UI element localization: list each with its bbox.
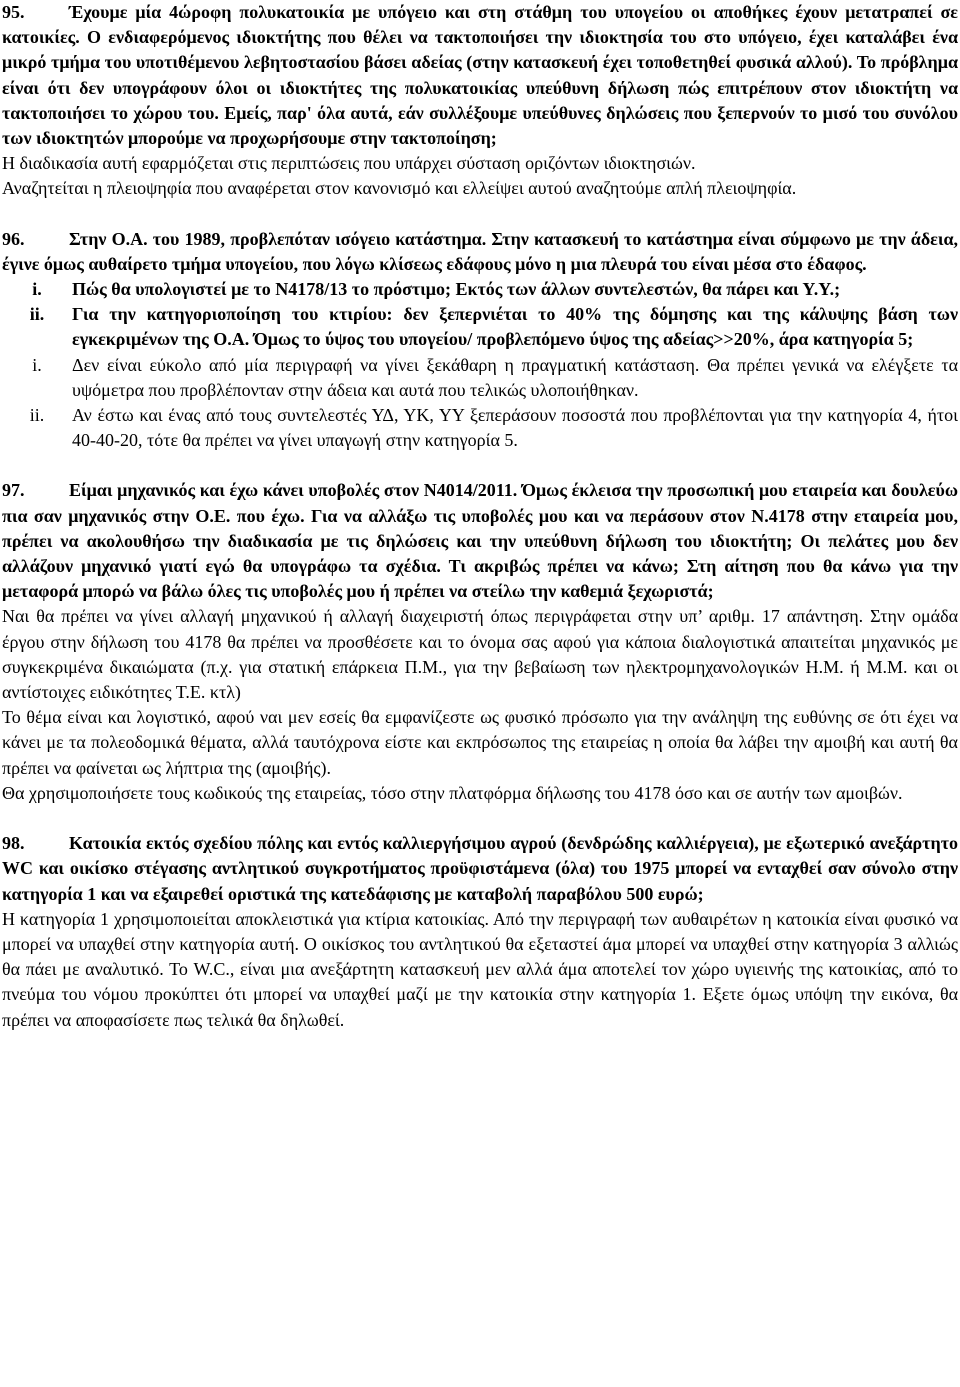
- question-98: [2, 831, 958, 907]
- question-number: 96.: [2, 228, 25, 249]
- spacer: [2, 806, 958, 831]
- question-number: 97.: [2, 480, 25, 501]
- question-97: [2, 478, 958, 604]
- answer-text: Δεν είναι εύκολο από μία περιγραφή να γίνει ξεκάθαρη η πραγματική κατάσταση. Θα πρέπει γενικά να ελέγξετε τα υψόμετρα που προβλέπονταν στην άδεια και αυτά που τελικώς υλοποιήθηκαν.: [72, 354, 958, 400]
- question-number: 98.: [2, 833, 25, 854]
- answer-i: [2, 353, 958, 403]
- answer-98-paragraph-1: Η κατηγορία 1 χρησιμοποιείται αποκλειστικά για κτίρια κατοικίας. Από την περιγραφή των αυθαιρέτων η κατοικία είναι φυσικό να μπορεί να υπαχθεί στην κατηγορία αυτή. Ο οικίσκος του αντλητικού θα εξεταστεί άμα μπορεί να υπαχθεί στην κατηγορία 3 αλλιώς θα πάει με αναλυτικό. Το W.C., είναι μια ανεξάρτητη κατασκευή μεν αλλά άμα αποτελεί τον χώρο υγιεινής της κατοικίας, από το πνεύμα του νόμου προκύπτει ότι μπορεί να υπαχθεί μαζί με την κατοικία στην κατηγορία 1. Εξετε όμως υπόψη την εικόνα, θα πρέπει να αποφασίσετε πως τελικά θα δηλωθεί.: [2, 908, 958, 1030]
- question-96: [2, 227, 958, 277]
- question-95: [2, 0, 958, 151]
- list-marker: ii.: [29, 405, 45, 426]
- answer-97-paragraph-2: Το θέμα είναι και λογιστικό, αφού ναι μεν εσείς θα εμφανίζεστε ως φυσικό πρόσωπο για την ανάληψη της ευθύνης σε ότι έχει να κάνει με τα πολεοδομικά θέματα, αλλά ταυτόχρονα είστε και εκπρόσωπος της εταιρείας η οποία θα λάβει την αμοιβή και αυτή θα πρέπει να φαίνεται ως λήπτρια της (αμοιβής).: [2, 707, 958, 778]
- answer-97-paragraph-3: Θα χρησιμοποιήσετε τους κωδικούς της εταιρείας, τόσο στην πλατφόρμα δήλωσης του 4178 όσο και σε αυτήν των αμοιβών.: [2, 782, 903, 803]
- answer-95-paragraph-2: Αναζητείται η πλειοψηφία που αναφέρεται στον κανονισμό και ελλείψει αυτού αναζητούμε απλή πλειοψηφία.: [2, 178, 797, 199]
- question-text: Είμαι μηχανικός και έχω κάνει υποβολές στον Ν4014/2011. Όμως έκλεισα την προσωπική μου εταιρεία και δουλεύω πια σαν μηχανικός στην Ο.Ε. που έχω. Για να αλλάξω τις υποβολές μου και να περάσουν στον Ν.4178 στην εταιρεία μου, πρέπει να ακολουθήσω την διαδικασία με τις δηλώσεις και την υπεύθυνη δήλωση του ιδιοκτήτη; Οι πελάτες μου δεν αλλάζουν μηχανικό γιατί εγώ θα υπογράφω τα σχέδια. Τι ακριβώς πρέπει να κάνω; Στη αίτηση που θα κάνω για την μεταφορά μπορώ να βάλω όλες τις υποβολές μου ή πρέπει να στείλω την καθεμιά ξεχωριστά;: [2, 480, 958, 602]
- sub-question-ii: [2, 302, 958, 352]
- sub-question-i: [2, 277, 958, 302]
- document-page: [2, 0, 958, 1033]
- question-number: 95.: [2, 2, 25, 22]
- sub-question-text: Για την κατηγοριοποίηση του κτιρίου: δεν ξεπερνιέται το 40% της δόμησης και της κάλυψης βάση των εγκεκριμένων της Ο.Α. Όμως το ύψος του υπογείου/ προβλεπόμενο ύψος της αδείας>>20%, άρα κατηγορία 5;: [72, 304, 958, 350]
- answer-ii: [2, 403, 958, 453]
- question-text: Έχουμε μία 4ώροφη πολυκατοικία με υπόγειο και στη στάθμη του υπογείου οι αποθήκες έχουν μετατραπεί σε κατοικίες. Ο ενδιαφερόμενος ιδιοκτήτης που θέλει να τακτοποιήσει την ιδιοκτησία του στο υπόγειο, έχει καταλάβει ένα μικρό τμήμα του υποτιθέμενου λεβητοστασίου βάσει αδείας (στην κατασκευή έχει τοποθετηθεί φυσικά αλλού). Το πρόβλημα είναι ότι δεν υπογράφουν όλοι οι ιδιοκτήτες της πολυκατοικίας υπεύθυνη δήλωση πώς επιτρέπουν στον ιδιοκτήτη να τακτοποιήσει το χώρου του. Εμείς, παρ' όλα αυτά, εάν συλλέξουμε υπεύθυνες δηλώσεις που ξεπερνούν το μισό του συνόλου των ιδιοκτητών μπορούμε να προχωρήσουμε στην τακτοποίηση;: [2, 2, 958, 149]
- question-text: Κατοικία εκτός σχεδίου πόλης και εντός καλλιεργήσιμου αγρού (δενδρώδης καλλιέργεια), με εξωτερικό ανεξάρτητο WC και οικίσκο στέγασης αντλητικού συγκροτήματος προϋφιστάμενα (όλα) του 1975 μπορεί να ενταχθεί σαν σύνολο στην κατηγορία 1 και να εξαιρεθεί οριστικά της κατεδάφισης με καταβολή παραβόλου 500 ευρώ;: [2, 833, 958, 904]
- spacer: [2, 453, 958, 478]
- spacer: [2, 202, 958, 227]
- list-marker: ii.: [29, 304, 45, 325]
- answer-text: Αν έστω και ένας από τους συντελεστές ΥΔ, ΥΚ, ΥΥ ξεπεράσουν ποσοστά που προβλέπονται για την κατηγορία 4, ήτοι 40-40-20, τότε θα πρέπει να γίνει υπαγωγή στην κατηγορία 5.: [72, 405, 958, 451]
- sub-question-text: Πώς θα υπολογιστεί με το Ν4178/13 το πρόστιμο; Εκτός των άλλων συντελεστών, θα πάρει και Υ.Υ.;: [72, 279, 841, 300]
- answer-95-paragraph-1: Η διαδικασία αυτή εφαρμόζεται στις περιπτώσεις που υπάρχει σύσταση οριζόντων ιδιοκτησιών.: [2, 153, 696, 174]
- list-marker: i.: [32, 279, 42, 300]
- question-text: Στην Ο.Α. του 1989, προβλεπόταν ισόγειο κατάστημα. Στην κατασκευή το κατάστημα είναι σύμφωνο με την άδεια, έγινε όμως αυθαίρετο τμήμα υπογείου, που λόγω κλίσεως εδάφους μόνο η μια πλευρά του είναι μέσα στο έδαφος.: [2, 228, 958, 274]
- list-marker: i.: [32, 354, 42, 375]
- answer-97-paragraph-1: Ναι θα πρέπει να γίνει αλλαγή μηχανικού ή αλλαγή διαχειριστή όπως περιγράφεται στην υπ’ αριθμ. 17 απάντηση. Στην ομάδα έργου στην δήλωση του 4178 θα πρέπει να προσθέσετε και το όνομα σας αφού για κάποια διαλογιστικά απαιτείται μηχανικός με συγκεκριμένα δικαιώματα (π.χ. για στατική επάρκεια Π.Μ., για την βεβαίωση των ηλεκτρομηχανολογικών Η.Μ. ή Μ.Μ. και οι αντίστοιχες ειδικότητες Τ.Ε. κτλ): [2, 606, 958, 703]
